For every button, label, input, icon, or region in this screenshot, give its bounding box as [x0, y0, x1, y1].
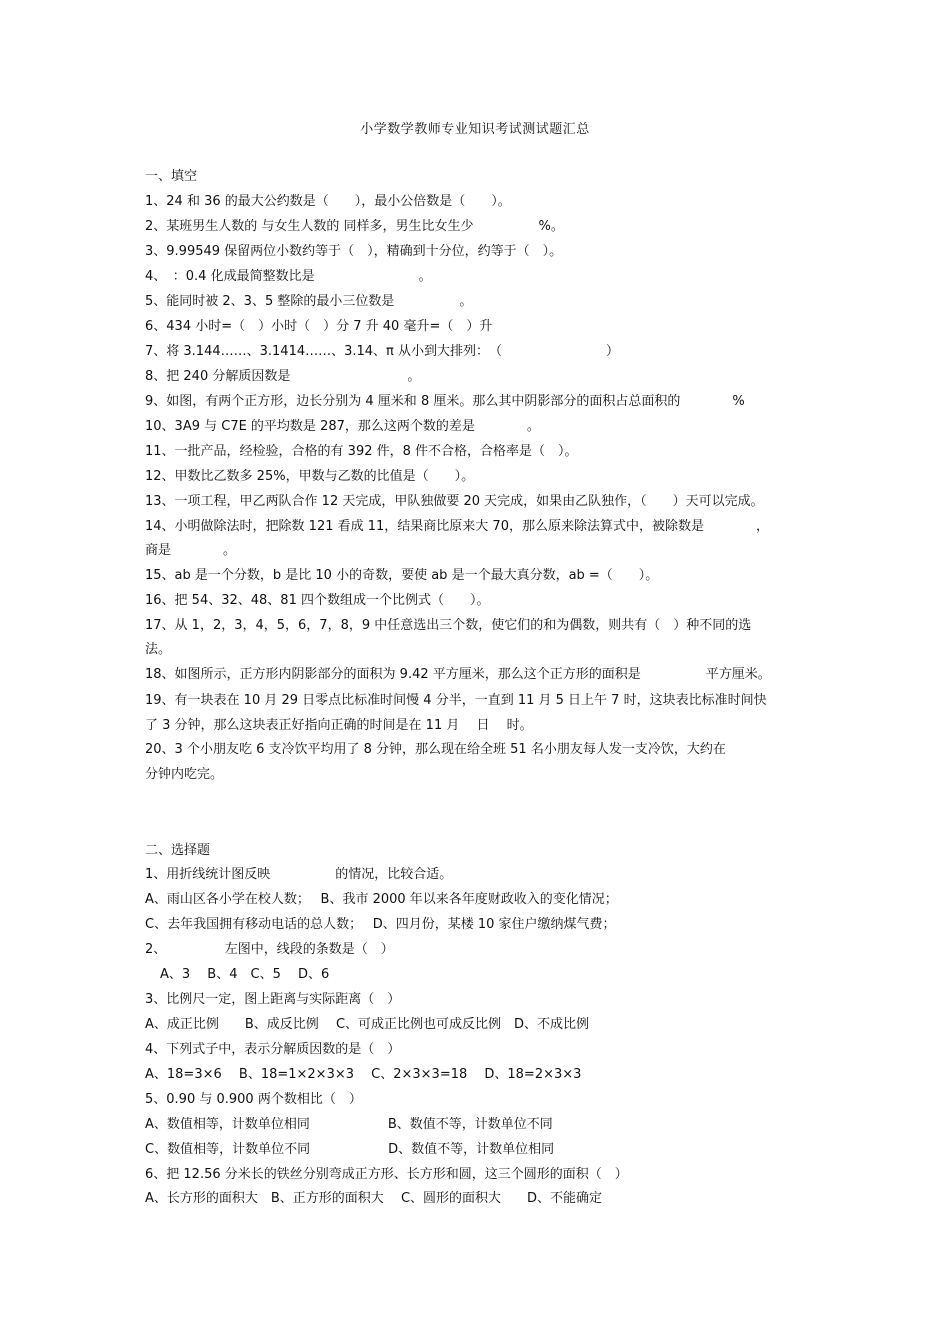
question-line: 分钟内吃完。: [145, 767, 224, 782]
section-heading-fill-in: 一、填空: [145, 169, 198, 184]
document-title: 小学数学教师专业知识考试测试题汇总: [360, 122, 590, 137]
question-line: C、数值相等，计数单位不同 D、数值不等，计数单位相同: [145, 1142, 555, 1157]
question-line: 17、从 1，2，3，4，5，6，7，8，9 中任意选出三个数，使它们的和为偶数，则共有（ ）种不同的选: [145, 618, 752, 633]
question-line: 16、把 54、32、48、81 四个数组成一个比例式（ ）。: [145, 593, 490, 608]
question-line: 7、将 3.144……、3.1414……、3.14、π 从小到大排列： （ ）: [145, 344, 620, 359]
question-line: 3、9.99549 保留两位小数约等于（ ），精确到十分位，约等于（ ）。: [145, 244, 563, 259]
question-line: 9、如图，有两个正方形，边长分别为 4 厘米和 8 厘米。那么其中阴影部分的面积占总面积的 %: [145, 394, 745, 409]
question-line: 商是 。: [145, 543, 237, 558]
question-line: 10、3A9 与 C7E 的平均数是 287，那么这两个数的差是 。: [145, 419, 540, 434]
question-line: 14、小明做除法时，把除数 121 看成 11，结果商比原来大 70，那么原来除法算式中，被除数是 ，: [145, 519, 769, 534]
question-line: A、数值相等，计数单位相同 B、数值不等，计数单位不同: [145, 1117, 553, 1132]
question-line: 2、某班男生人数的 与女生人数的 同样多，男生比女生少 %。: [145, 219, 564, 234]
question-line: 8、把 240 分解质因数是 。: [145, 369, 421, 384]
question-line: 5、0.90 与 0.900 两个数相比（ ）: [145, 1092, 362, 1107]
question-line: 1、用折线统计图反映 的情况，比较合适。: [145, 867, 453, 882]
question-line: 4、下列式子中，表示分解质因数的是（ ）: [145, 1042, 401, 1057]
question-line: 18、如图所示，正方形内阴影部分的面积为 9.42 平方厘米，那么这个正方形的面积是 平方厘米。: [145, 667, 771, 682]
question-line: 4、 ：0.4 化成最简整数比是 。: [145, 269, 432, 284]
question-line: 19、有一块表在 10 月 29 日零点比标准时间慢 4 分半，一直到 11 月 5 日上午 7 时，这块表比标准时间快: [145, 693, 767, 708]
question-line: 11、一批产品，经检验，合格的有 392 件，8 件不合格，合格率是（ ）。: [145, 444, 578, 459]
question-line: 1、24 和 36 的最大公约数是（ ），最小公倍数是（ ）。: [145, 194, 511, 209]
question-line: A、长方形的面积大 B、正方形的面积大 C、圆形的面积大 D、不能确定: [145, 1191, 603, 1206]
question-line: 了 3 分钟，那么这块表正好指向正确的时间是在 11 月 日 时。: [145, 718, 533, 733]
question-line: 5、能同时被 2、3、5 整除的最小三位数是 。: [145, 294, 473, 309]
question-line: 12、甲数比乙数多 25%，甲数与乙数的比值是（ ）。: [145, 469, 475, 484]
question-line: A、雨山区各小学在校人数； B、我市 2000 年以来各年度财政收入的变化情况；: [145, 892, 618, 907]
question-line: A、18=3×6 B、18=1×2×3×3 C、2×3×3=18 D、18=2×3×3: [145, 1067, 582, 1082]
question-line: 3、比例尺一定，图上距离与实际距离（ ）: [145, 992, 401, 1007]
question-line: 2、 左图中，线段的条数是（ ）: [145, 942, 394, 957]
question-line: 20、3 个小朋友吃 6 支冷饮平均用了 8 分钟，那么现在给全班 51 名小朋友每人发一支冷饮，大约在: [145, 742, 726, 757]
question-line: 6、把 12.56 分米长的铁丝分别弯成正方形、长方形和圆，这三个圆形的面积（ ）: [145, 1167, 628, 1182]
question-line: 13、一项工程，甲乙两队合作 12 天完成，甲队独做要 20 天完成，如果由乙队独作，（ ）天可以完成。: [145, 494, 764, 509]
section-heading-multiple-choice: 二、选择题: [145, 843, 211, 858]
question-line: 法。: [145, 642, 172, 657]
question-line: 6、434 小时=（ ）小时（ ）分 7 升 40 毫升=（ ）升: [145, 319, 493, 334]
question-line: C、去年我国拥有移动电话的总人数； D、四月份，某楼 10 家住户缴纳煤气费；: [145, 917, 616, 932]
question-line: 15、ab 是一个分数，b 是比 10 小的奇数，要使 ab 是一个最大真分数，ab =（ ）。: [145, 568, 659, 583]
question-line: A、成正比例 B、成反比例 C、可成正比例也可成反比例 D、不成比例: [145, 1017, 590, 1032]
question-line: A、3 B、4 C、5 D、6: [160, 967, 330, 982]
